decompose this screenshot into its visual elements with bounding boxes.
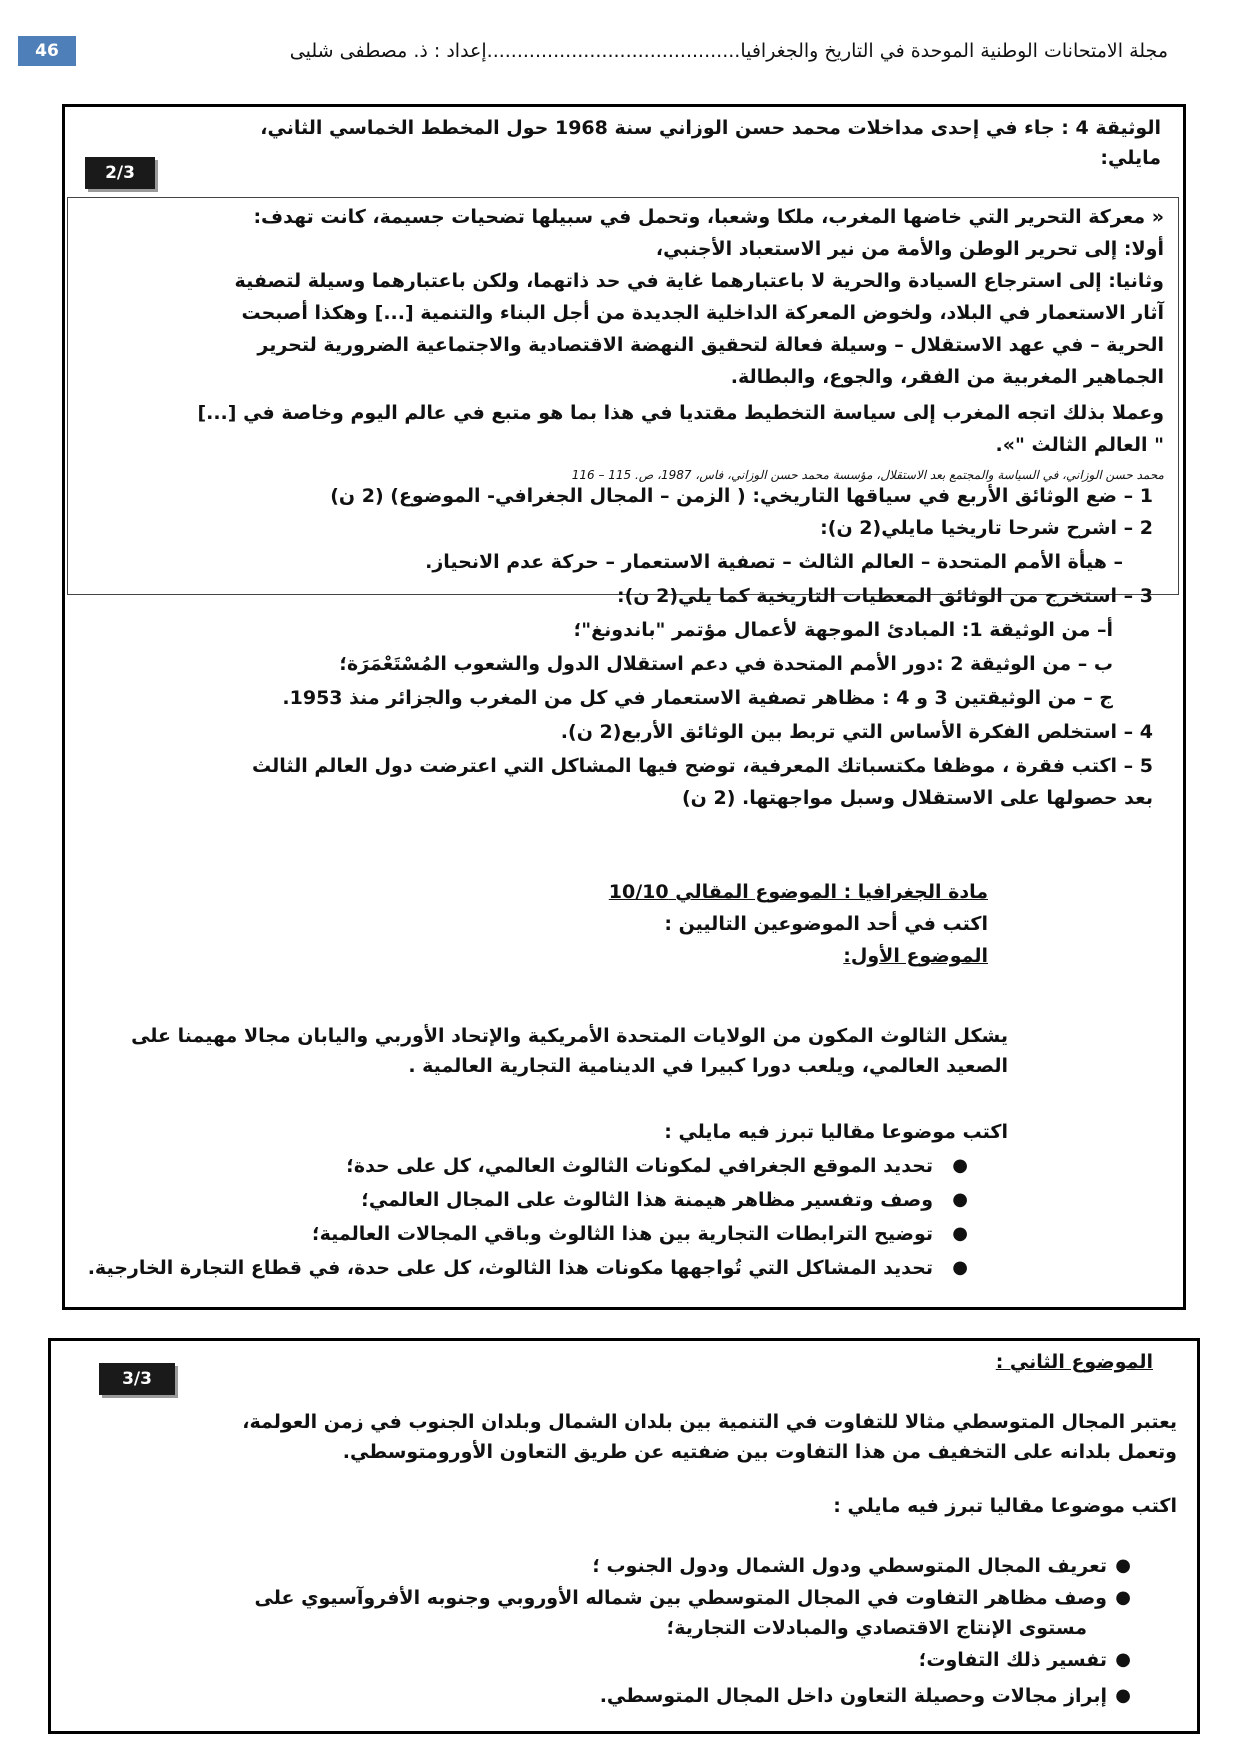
geography-title: مادة الجغرافيا : الموضوع المقالي 10/10 [608, 881, 988, 903]
topic-2-bullet: تفسير ذلك التفاوت؛ [918, 1649, 1107, 1671]
topic-1-bullet: تحديد المشاكل التي تُواجهها مكونات هذا الثالوث، كل على حدة، في قطاع التجارة الخارجية. [87, 1257, 933, 1279]
quote-line: الحرية – في عهد الاستقلال – وسيلة فعالة لتحقيق النهضة الاقتصادية والاجتماعية الضرورية لتحرير [257, 334, 1164, 356]
question-1: 1 – ضع الوثائق الأربع في سياقها التاريخي: ( الزمن – المجال الجغرافي- الموضوع) (2 ن) [330, 485, 1153, 507]
topic-1-intro-cont: الصعيد العالمي، ويلعب دورا كبيرا في الدينامية التجارية العالمية . [408, 1055, 1008, 1077]
exam-page-3-frame [48, 1338, 1200, 1734]
topic-1-task: اكتب موضوعا مقاليا تبرز فيه مايلي : [664, 1121, 1008, 1143]
topic-2-intro: يعتبر المجال المتوسطي مثالا للتفاوت في التنمية بين بلدان الشمال وبلدان الجنوب في زمن العولمة، [242, 1411, 1177, 1433]
question-4: 4 – استخلص الفكرة الأساس التي تربط بين الوثائق الأربع(2 ن). [560, 721, 1153, 743]
question-3b: ب – من الوثيقة 2 :دور الأمم المتحدة في دعم استقلال الدول والشعوب المُسْتَعْمَرَة؛ [339, 653, 1113, 675]
bullet-icon: ● [1115, 1649, 1131, 1670]
topic-2-intro-cont: وتعمل بلدانه على التخفيف من هذا التفاوت بين ضفتيه عن طريق التعاون الأورومتوسطي. [342, 1441, 1177, 1463]
question-3c: ج – من الوثيقتين 3 و 4 : مظاهر تصفية الاستعمار في كل من المغرب والجزائر منذ 1953. [282, 687, 1113, 709]
bullet-icon: ● [1115, 1587, 1131, 1608]
document-4-intro-cont: مايلي: [1100, 147, 1161, 169]
topic-1-intro: يشكل الثالوث المكون من الولايات المتحدة الأمريكية والإتحاد الأوربي واليابان مجالا مهيمنا على [131, 1025, 1008, 1047]
page-number: 46 [18, 36, 76, 66]
topic-2-title: الموضوع الثاني : [995, 1351, 1153, 1373]
geography-instruction: اكتب في أحد الموضوعين التاليين : [664, 913, 988, 935]
quote-line: آثار الاستعمار في البلاد، ولخوض المعركة الداخلية الجديدة من أجل البناء والتنمية [...] وهكذا أصبحت [241, 302, 1164, 324]
bullet-icon: ● [1115, 1555, 1131, 1576]
topic-1-bullet: تحديد الموقع الجغرافي لمكونات الثالوث العالمي، كل على حدة؛ [346, 1155, 933, 1177]
topic-1-bullet: وصف وتفسير مظاهر هيمنة هذا الثالوث على المجال العالمي؛ [361, 1189, 933, 1211]
quote-line: وعملا بذلك اتجه المغرب إلى سياسة التخطيط مقتديا في هذا بما هو متبع في عالم اليوم وخاصة في [...] [197, 402, 1164, 424]
bullet-icon: ● [952, 1257, 968, 1278]
topic-2-bullet: تعريف المجال المتوسطي ودول الشمال ودول الجنوب ؛ [592, 1555, 1107, 1577]
exam-page-2-frame [62, 104, 1186, 1310]
page-header [18, 34, 1168, 74]
question-2-terms: – هيأة الأمم المتحدة – العالم الثالث – تصفية الاستعمار – حركة عدم الانحياز. [425, 551, 1123, 573]
quote-line: الجماهير المغربية من الفقر، والجوع، والبطالة. [730, 366, 1164, 388]
topic-2-task: اكتب موضوعا مقاليا تبرز فيه مايلي : [833, 1495, 1177, 1517]
topic-2-bullet: إبراز مجالات وحصيلة التعاون داخل المجال المتوسطي. [599, 1685, 1107, 1707]
topic-1-bullet: توضيح الترابطات التجارية بين هذا الثالوث وباقي المجالات العالمية؛ [312, 1223, 933, 1245]
document-4-intro: الوثيقة 4 : جاء في إحدى مداخلات محمد حسن الوزاني سنة 1968 حول المخطط الخماسي الثاني، [260, 117, 1161, 139]
question-3: 3 – استخرج من الوثائق المعطيات التاريخية كما يلي(2 ن): [616, 585, 1153, 607]
question-3a: أ– من الوثيقة 1: المبادئ الموجهة لأعمال مؤتمر "باندونغ"؛ [573, 619, 1113, 641]
question-2: 2 – اشرح شرحا تاريخيا مايلي(2 ن): [820, 517, 1153, 539]
bullet-icon: ● [952, 1189, 968, 1210]
quote-line: وثانيا: إلى استرجاع السيادة والحرية لا باعتبارهما غاية في حد ذاتهما، ولكن باعتبارهما وسيلة لتصفية [234, 270, 1164, 292]
page-badge: 2/3 [85, 157, 155, 189]
question-5: 5 – اكتب فقرة ، موظفا مكتسباتك المعرفية، توضح فيها المشاكل التي اعترضت دول العالم الثالث [252, 755, 1153, 777]
bullet-icon: ● [952, 1155, 968, 1176]
topic-1-title: الموضوع الأول: [843, 945, 988, 967]
page-badge: 3/3 [99, 1363, 175, 1395]
question-5-cont: بعد حصولها على الاستقلال وسبل مواجهتها. (2 ن) [681, 787, 1153, 809]
topic-2-bullet: وصف مظاهر التفاوت في المجال المتوسطي بين شماله الأوروبي وجنوبه الأفروآسيوي على [254, 1587, 1107, 1609]
bullet-icon: ● [952, 1223, 968, 1244]
quote-source: محمد حسن الوزاني، في السياسة والمجتمع بعد الاستقلال، مؤسسة محمد حسن الوزاني، فاس، 1987، ص. 115 – 116 [571, 468, 1164, 482]
quote-line: أولا: إلى تحرير الوطن والأمة من نير الاستعباد الأجنبي، [655, 238, 1164, 260]
header-title: مجلة الامتحانات الوطنية الموحدة في التاريخ والجغرافيا..........................................إعداد : ذ. مصطفى شليى [289, 40, 1168, 62]
quote-line: " العالم الثالث "». [995, 434, 1164, 456]
quote-line: « معركة التحرير التي خاضها المغرب، ملكا وشعبا، وتحمل في سبيلها تضحيات جسيمة، كانت تهدف: [253, 206, 1164, 228]
bullet-icon: ● [1115, 1685, 1131, 1706]
topic-2-bullet-cont: مستوى الإنتاج الاقتصادي والمبادلات التجارية؛ [666, 1617, 1087, 1639]
